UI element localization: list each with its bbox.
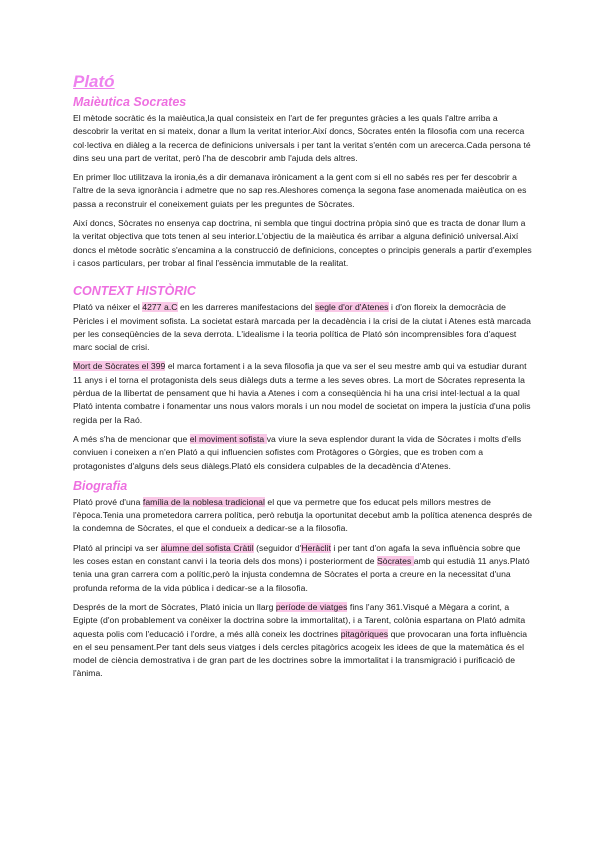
paragraph <box>73 360 534 426</box>
text-run: A més s'ha de mencionar que <box>73 433 190 444</box>
highlighted-text: família de la noblesa tradicional <box>142 496 265 507</box>
text-run: Després de la mort de Sòcrates, Plató inicia un llarg <box>73 601 276 612</box>
highlighted-text: el moviment sofista <box>189 433 267 444</box>
highlighted-text: Sòcrates <box>376 556 414 567</box>
text-run: El mètode socràtic és la maièutica,la qual consisteix en l'art de fer preguntes gràcies a les quals l'altre arriba a descobrir la veritat en si mateix, donar a llum la veritat interior.Així doncs, Sòcrates entén la filosofia com una recerca col·lectiva en diàleg a la recerca de definicions universals i per tant la veritat s'entén com un arecerca.Cada persona té dins seu una part de veritat, però l'ha de descobrir amb l'ajuda dels altres. <box>73 113 531 163</box>
highlighted-text: Heràclit <box>301 542 331 553</box>
text-run: Plató prové d'una <box>73 496 143 507</box>
text-run: que provocaran una forta influència en el seu pensament.Per tant dels seus viatges i dels cercles pitagòrics acogeix les idees de que la matemàtica és el model de ciència demostrativa i de gran part de les doctrines sobre la immortalitat i la transmigració i purificació de l'ànima. <box>73 628 528 679</box>
text-run: i d'on floreix la democràcia de Pèricles i el moviment sofista. La societat estarà marcada per la decadència i la crisi de la ciutat i Atenes està marcada per les conseqüències de la seva derrota. L'idealisme i la teoria política de Plató són incomprensibles fora d'aquest marc social de crisi. <box>73 302 531 353</box>
paragraph <box>73 496 534 536</box>
highlighted-text: alumne del sofista Cràtil <box>160 542 254 553</box>
highlighted-text: pitagòriques <box>340 628 389 639</box>
highlighted-text: 4277 a.C <box>142 302 178 313</box>
document-title: Plató <box>73 72 115 91</box>
paragraph <box>73 433 534 473</box>
text-run: Així doncs, Sòcrates no ensenya cap doctrina, ni sembla que tingui doctrina pròpia sinó que es tracta de donar llum a la veritat objectiva que tots tenen al seu interior.L'objectiu de la maièutica és arribar a alguna definició universal.Així doncs el mètode socràtic s'encamina a la construcció de definicions, conceptes o principis generals a partir d'exemples i casos particulars, per trobar al final l'essència immutable de la realitat. <box>73 218 532 268</box>
paragraph <box>73 217 534 270</box>
text-run: amb qui estudià 11 anys.Plató tenia una gran carrera com a polític,però la injusta condemna de Sòcrates el porta a creure en la necessitat d'una profunda reforma de la vida pública i dedicar-se a la filosofia. <box>73 556 530 593</box>
paragraph <box>73 601 534 681</box>
paragraph <box>73 542 534 595</box>
text-run: (seguidor d' <box>253 542 302 553</box>
text-run: el marca fortament i a la seva filosofia ja que va ser el seu mestre amb qui va estudiar durant 11 anys i el torna el protagonista dels seus diàlegs duts a terme a les seves obres. La mort de Sòcrates representa la pèrdua de la llibertat de pensament que hi havia a Atenes i com a conseqüència hi ha una crisi intel·lectual a la qual Plató intenta combatre i fonamentar uns nous valors morals i un nou model de societat on impera la justícia d'una polis regida per la Raó. <box>73 361 531 425</box>
text-run: i per tant d'on agafa la seva influència sobre que les coses estan en constant canvi i la teoria dels dos mons) i posteriorment de <box>73 542 521 567</box>
text-run: va viure la seva esplendor durant la vida de Sòcrates i molts d'ells conviuen i coneixen a n'en Plató a qui influencien sofistes com Protàgores o Gòrgies, que es troben com a protagonistes d'alguns dels seus diàlegs.Plató els considera culpables de la decadència d'Atenes. <box>73 433 522 471</box>
paragraph <box>73 301 534 354</box>
highlighted-text: segle d'or d'Atenes <box>315 302 389 313</box>
highlighted-text: Mort de Sòcrates el 399 <box>73 361 166 372</box>
text-run: Plató al principi va ser <box>73 542 161 553</box>
text-run: En primer lloc utilitzava la ironia,és a dir demanava irònicament a la gent com si ell no sabés res per fer descobrir a l'altre de la seva ignorància i admetre que no sap res.Aleshores comença la segona fase anomenada maièutica on es passa a reconstruir el coneixement guiats per les preguntes de Sòcrates. <box>73 172 527 209</box>
paragraph <box>73 171 534 211</box>
section-heading: CONTEXT HISTÒRIC <box>73 284 196 299</box>
text-run: fins l'any 361.Visqué a Mègara a corint, a Egipte (d'on probablement va conèixer la doctrina sobre la immortalitat), i a Tarent, colònia espartana on Plató admita aquesta polis com l'educació i l'ordre, a més allà coneix les doctrines <box>73 601 526 639</box>
section-heading: Maièutica Socrates <box>73 95 187 109</box>
section-heading: Biografia <box>73 478 128 493</box>
highlighted-text: període de viatges <box>275 601 348 612</box>
text-run: en les darreres manifestacions del <box>177 302 316 313</box>
paragraph <box>73 112 534 165</box>
text-run: Plató va néixer el <box>73 302 143 313</box>
text-run: el que va permetre que fos educat pels millors mestres de l'època.Tenia una prometedora carrera política, però rebutja la oportunitat decebut amb la política atenenca després de la condemna de Sòcrates, el que el condueix a dedicar-se a la filosofia. <box>73 496 533 534</box>
